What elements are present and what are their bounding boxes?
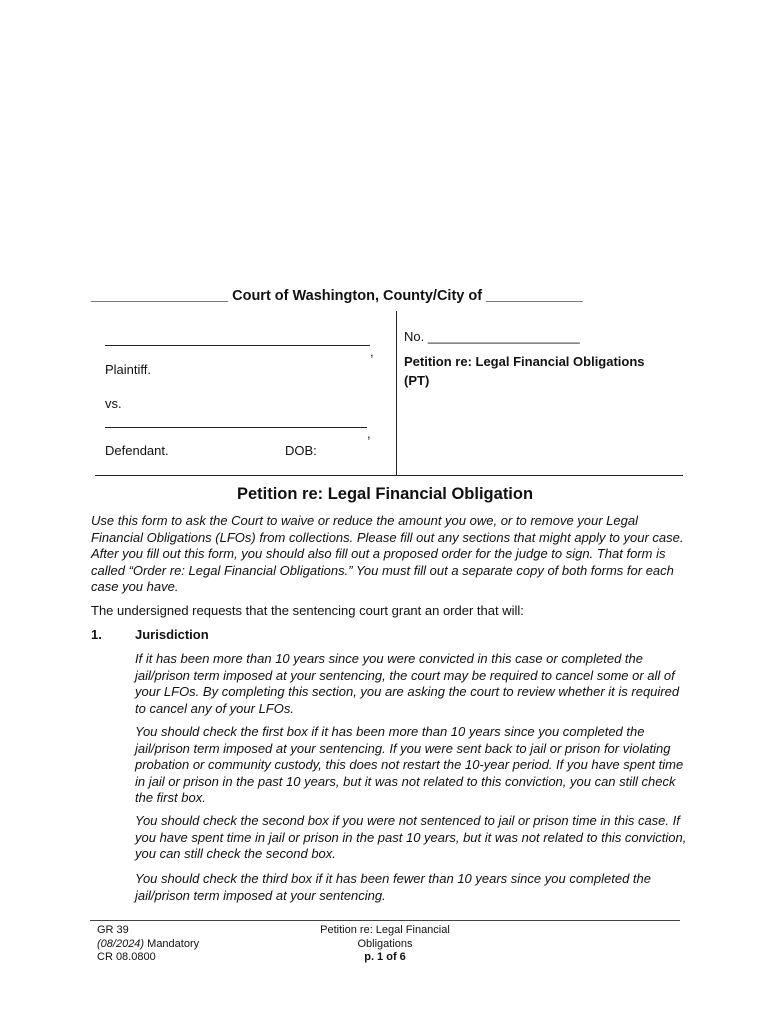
footer-left (97, 924, 199, 965)
footer-center (300, 924, 470, 965)
section1-paragraph-4: You should check the third box if it has been fewer than 10 years since you completed the jail/prison term imposed at your sentencing. (135, 871, 651, 903)
section1-heading: Jurisdiction (135, 627, 209, 642)
court-line: _________________ Court of Washington, County/City of ____________ (91, 288, 583, 304)
page-title: Petition re: Legal Financial Obligation (236, 485, 534, 503)
footer-form-title-1: Petition re: Legal Financial (320, 924, 450, 936)
mandatory-label: Mandatory (144, 937, 200, 950)
section1-number: 1. (91, 627, 102, 642)
plaintiff-comma: , (370, 344, 374, 359)
plaintiff-blank[interactable] (105, 345, 370, 346)
case-title-line1: Petition re: Legal Financial Obligations (404, 354, 645, 369)
vs-label: vs. (105, 396, 122, 411)
footer-rule (90, 920, 680, 921)
case-number-field[interactable]: No. _____________________ (404, 329, 580, 344)
form-date (97, 938, 199, 952)
intro-paragraph: Use this form to ask the Court to waive or reduce the amount you owe, or to remove your Legal Financial Obligations (LFOs) from collections. Please fill out any sections that might apply to your case. After you fill out this form, you should also fill out a proposed order for the judge to sign. That form is called “Order re: Legal Financial Obligations.” You must fill out a separate copy of both forms for each case you have. (91, 513, 684, 594)
plaintiff-label: Plaintiff. (105, 362, 152, 377)
section1-paragraph-1: If it has been more than 10 years since you were convicted in this case or completed the jail/prison term imposed at your sentencing, the court may be required to cancel some or all of your LFOs. By completing this section, you are asking the court to review whether it is required to cancel any of your LFOs. (135, 651, 680, 716)
cr-code: CR 08.0800 (97, 951, 156, 963)
dob-label: DOB: (285, 443, 317, 458)
page-number: p. 1 of 6 (364, 951, 406, 963)
footer-form-title-2: Obligations (357, 937, 413, 950)
section1-paragraph-3: You should check the second box if you were not sentenced to jail or prison time in this case. If you have spent time in jail or prison in the past 10 years, but it was not related to this conviction, you can still check the second box. (135, 813, 687, 861)
date-code: (08/2024) (97, 937, 145, 950)
request-line: The undersigned requests that the sentencing court grant an order that will: (91, 603, 524, 618)
defendant-comma: , (367, 426, 371, 441)
defendant-blank[interactable] (105, 427, 367, 428)
caption-divider (396, 311, 397, 475)
defendant-label: Defendant. (105, 443, 169, 458)
form-code: GR 39 (97, 924, 129, 936)
case-caption-box (95, 311, 683, 476)
section1-paragraph-2: You should check the first box if it has been more than 10 years since you completed the jail/prison term imposed at your sentencing. If you were sent back to jail or prison for violating probation or community custody, this does not restart the 10-year period. If you have spent time in jail or prison in the past 10 years, but it was not related to this conviction, you can still check the first box. (135, 724, 684, 805)
case-title-line2: (PT) (404, 373, 430, 388)
